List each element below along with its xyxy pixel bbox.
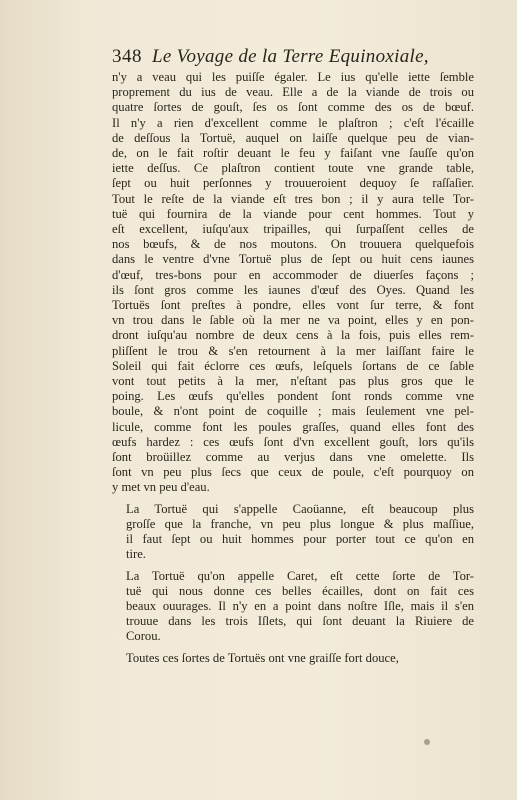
text-line: pliſſent le trou & s'en retournent à la mer laiſſant faire le <box>112 343 474 358</box>
text-line: La Tortuë qui s'appelle Caoüanne, eſt beaucoup plus <box>126 501 474 516</box>
text-line: Toutes ces ſortes de Tortuës ont vne graiſſe fort douce, <box>126 650 399 665</box>
paragraph <box>112 651 474 666</box>
text-line: iette deſſus. Ce plaſtron contient toute vne grande table, <box>112 161 474 176</box>
text-line: n'y a veau qui les puiſſe égaler. Le ius qu'elle iette ſemble <box>112 70 474 84</box>
text-line: proprement du ius de veau. Elle a de la viande de trois ou <box>112 85 474 100</box>
page-header <box>112 46 429 68</box>
text-line: Corou. <box>126 629 161 644</box>
text-line: ſept ou huit perſonnes y trouueroient dequoy ſe raſſaſier. <box>112 176 474 191</box>
paragraph <box>112 502 474 563</box>
ink-spot <box>424 739 430 745</box>
text-line: groſſe que la franche, vn peu plus longue & plus maſſiue, <box>126 516 474 531</box>
text-line: quatre ſortes de gouſt, ſes os ſont comme des os de bœuf. <box>112 100 474 115</box>
text-line: il faut ſept ou huit hommes pour porter tout ce qu'on en <box>126 532 474 547</box>
running-title: Le Voyage de la Terre Equinoxiale, <box>152 46 429 67</box>
text-line: trouue dans les trois Iſlets, qui ſont deuant la Riuiere de <box>126 614 474 629</box>
page-number: 348 <box>112 46 142 67</box>
text-line: Tout le reſte de la viande eſt tres bon ; il y aura telle Tor- <box>112 191 474 206</box>
text-line: y met vn peu d'eau. <box>112 480 210 495</box>
text-line: La Tortuë qu'on appelle Caret, eſt cette ſorte de Tor- <box>126 568 474 583</box>
paragraph <box>112 70 474 496</box>
text-line: tuë qui nous donne ces belles écailles, dont on fait ces <box>126 583 474 598</box>
text-line: beaux ouurages. Il n'y en a point dans noſtre Iſle, mais il s'en <box>126 598 474 613</box>
text-line: œufs hardez : ces œufs ſont d'vn excellent gouſt, lors qu'ils <box>112 434 474 449</box>
text-line: ſont vn peu plus ſecs que ceux de poule, c'eſt pourquoy on <box>112 465 474 480</box>
text-line: dront iuſqu'au nombre de deux cens à la fois, puis elles rem- <box>112 328 474 343</box>
text-line: boule, & n'ont point de coquille ; mais ſeulement vne pel- <box>112 404 474 419</box>
text-line: poing. Les œufs qu'elles pondent ſont ronds comme vne <box>112 389 474 404</box>
text-line: ſont broüillez comme au verjus dans vne omelette. Ils <box>112 450 474 465</box>
text-line: de deſſous la Tortuë, auquel on laiſſe quelque peu de vian- <box>112 130 474 145</box>
text-line: tuë qui fournira de la viande pour cent hommes. Tout y <box>112 206 474 221</box>
text-line: Soleil qui fait éclorre ces œufs, leſquels ſortans de ce ſable <box>112 358 474 373</box>
text-line: licule, comme font les poules graſſes, quand elles font des <box>112 419 474 434</box>
text-line: nos bœufs, & de nos moutons. On trouuera quelquefois <box>112 237 474 252</box>
text-line: tire. <box>126 547 146 562</box>
text-line: Il n'y a rien d'excellent comme le plaſtron ; c'eſt l'écaille <box>112 115 474 130</box>
text-line: eſt excellent, iuſqu'aux tripailles, qui ſurpaſſent celles de <box>112 222 474 237</box>
text-line: ils ſont gros comme les iaunes d'œuf des Oyes. Quand les <box>112 282 474 297</box>
text-line: dans le ventre d'vne Tortuë plus de ſept ou huit cens iaunes <box>112 252 474 267</box>
page-body <box>112 70 474 672</box>
text-line: d'œuf, tres-bons pour en accommoder de diuerſes façons ; <box>112 267 474 282</box>
text-line: Tortuës ſont preſtes à pondre, elles vont ſur terre, & font <box>112 298 474 313</box>
text-line: de, on le fait roſtir deuant le feu y faiſant vne ſauſſe qu'on <box>112 146 474 161</box>
text-line: vont tout petits à la mer, n'eſtant pas plus gros que le <box>112 374 474 389</box>
paragraph <box>112 569 474 645</box>
text-line: vn trou dans le ſable où la mer ne va point, elles y en pon- <box>112 313 474 328</box>
